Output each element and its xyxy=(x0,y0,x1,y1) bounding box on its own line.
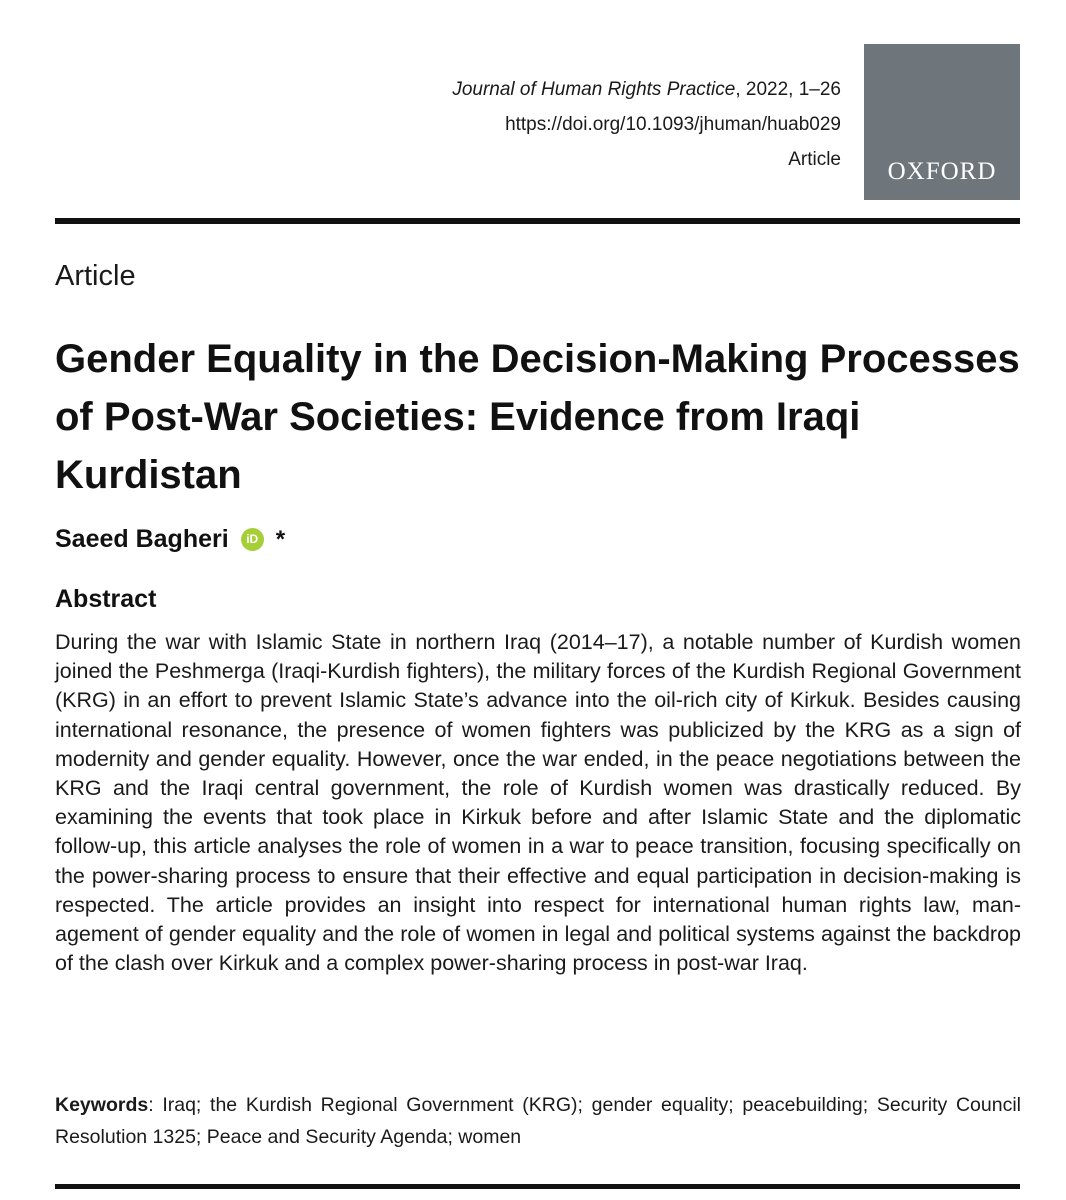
journal-meta xyxy=(452,72,841,177)
author-name[interactable]: Saeed Bagheri xyxy=(55,525,229,553)
logo-text: OXFORD xyxy=(887,158,997,185)
doi-link[interactable]: https://doi.org/10.1093/jhuman/huab029 xyxy=(505,114,841,135)
article-type: Article xyxy=(788,149,841,170)
oxford-logo xyxy=(864,44,1020,200)
keywords-text: : Iraq; the Kurdish Regional Government (KRG); gender equality; peacebuilding; Security Council Resolution 1325; Peace and Security Agenda; women xyxy=(55,1094,1021,1148)
abstract-heading: Abstract xyxy=(55,585,157,613)
keywords-label: Keywords xyxy=(55,1094,149,1116)
abstract-text: During the war with Islamic State in northern Iraq (2014–17), a notable number of Kurdish women joined the Peshmerga (Iraqi-Kurdish fighters), the military forces of the Kurdish Regional Government (KRG) in an effort to prevent Islamic State’s advance into the oil-rich city of Kirkuk. Besides causing international resonance, the presence of women fighters was publicized by the KRG as a sign of modernity and gender equality. However, once the war ended, in the peace negotiations between the KRG and the Iraqi central government, the role of Kurdish women was drastically reduced. By examining the events that took place in Kirkuk before and after Islamic State and the diplomatic follow-up, this article analyses the role of women in a war to peace transition, focusing specifically on the power-sharing process to ensure that their effective and equal participation in decision-making is respected. The article provides an insight into respect for international human rights law, management of gender equality and the role of women in legal and political systems against the backdrop of the clash over Kirkuk and a complex power-sharing process in post-war Iraq. xyxy=(55,630,1021,976)
journal-citation xyxy=(452,72,841,107)
author-line xyxy=(55,525,285,554)
bottom-rule xyxy=(55,1184,1020,1189)
article-title: Gender Equality in the Decision-Making Processes of Post-War Societies: Evidence from Iraqi Kurdistan xyxy=(55,337,1020,497)
keywords xyxy=(55,1089,1021,1153)
citation-details: , 2022, 1–26 xyxy=(735,79,841,100)
author-footnote-mark[interactable]: * xyxy=(275,525,286,553)
top-rule xyxy=(55,218,1020,224)
section-label: Article xyxy=(55,260,136,292)
orcid-icon[interactable]: iD xyxy=(241,528,264,551)
journal-name: Journal of Human Rights Practice xyxy=(452,79,736,100)
